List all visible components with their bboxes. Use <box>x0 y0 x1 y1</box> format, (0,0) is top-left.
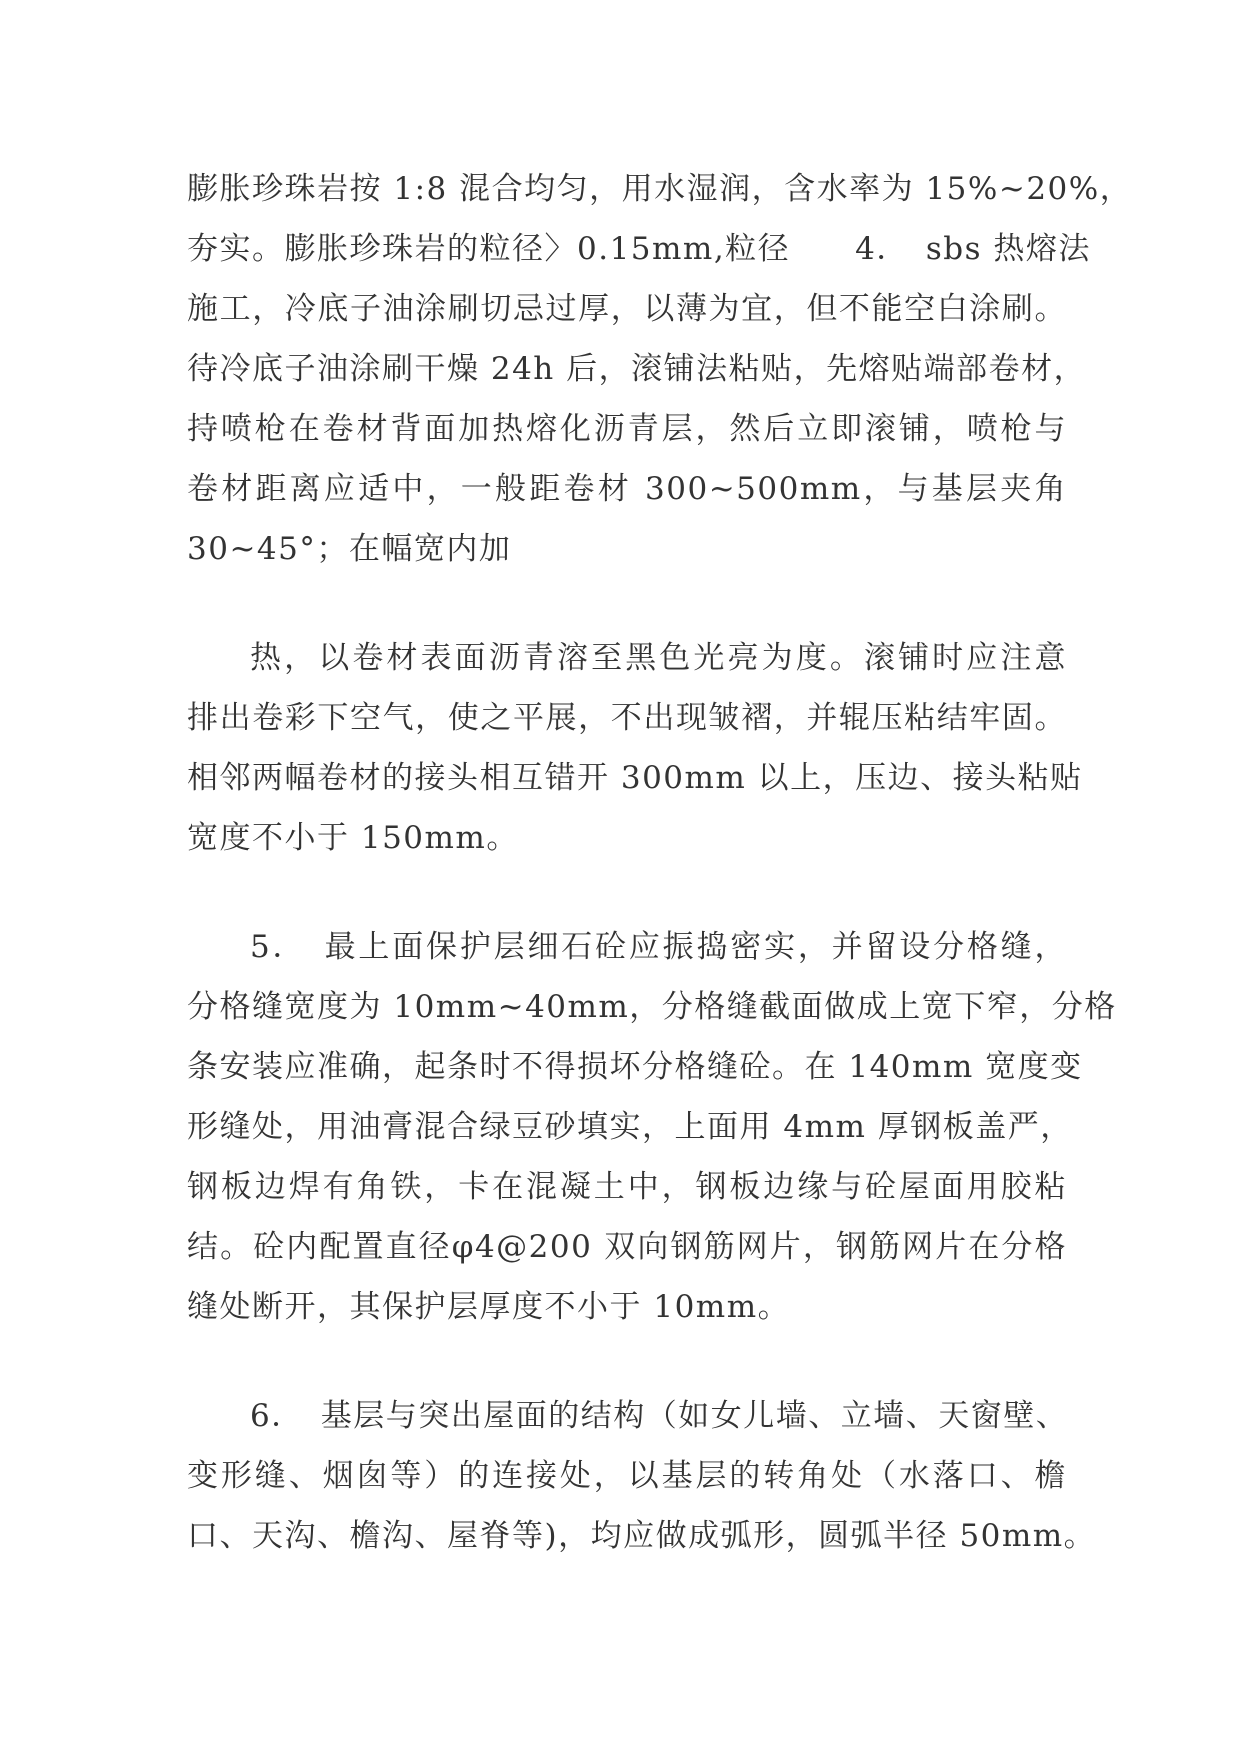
paragraph-2-line-3: 相邻两幅卷材的接头相互错开 300mm 以上，压边、接头粘贴 <box>187 760 1083 796</box>
paragraph-1-line-6: 卷材距离应适中，一般距卷材 300~500mm，与基层夹角 <box>187 471 1067 507</box>
paragraph-1-line-2: 夯实。膨胀珍珠岩的粒径〉0.15mm,粒径 4． sbs 热熔法 <box>187 231 1091 267</box>
paragraph-4-line-1: 6． 基层与突出屋面的结构（如女儿墙、立墙、天窗壁、 <box>250 1398 1069 1434</box>
paragraph-3-line-7: 缝处断开，其保护层厚度不小于 10mm。 <box>187 1289 791 1325</box>
paragraph-3-line-6: 结。砼内配置直径φ4@200 双向钢筋网片，钢筋网片在分格 <box>187 1229 1067 1265</box>
paragraph-3-line-1: 5． 最上面保护层细石砼应振捣密实，并留设分格缝， <box>250 929 1067 965</box>
paragraph-1-line-5: 持喷枪在卷材背面加热熔化沥青层，然后立即滚铺，喷枪与 <box>187 411 1067 447</box>
paragraph-2-line-2: 排出卷彩下空气，使之平展，不出现皱褶，并辊压粘结牢固。 <box>187 700 1067 736</box>
paragraph-3-line-3: 条安装应准确，起条时不得损坏分格缝砼。在 140mm 宽度变 <box>187 1049 1083 1085</box>
paragraph-2-line-4: 宽度不小于 150mm。 <box>187 820 519 856</box>
paragraph-1-line-3: 施工，冷底子油涂刷切忌过厚，以薄为宜，但不能空白涂刷。 <box>187 291 1067 327</box>
paragraph-3-line-4: 形缝处，用油膏混合绿豆砂填实，上面用 4mm 厚钢板盖严， <box>187 1109 1073 1145</box>
paragraph-3-line-2: 分格缝宽度为 10mm~40mm，分格缝截面做成上宽下窄，分格 <box>187 989 1117 1025</box>
paragraph-4-line-3: 口、天沟、檐沟、屋脊等)，均应做成弧形，圆弧半径 50mm。 <box>187 1518 1097 1554</box>
paragraph-1-line-1: 膨胀珍珠岩按 1:8 混合均匀，用水湿润，含水率为 15%~20%， <box>187 171 1133 207</box>
paragraph-1-line-4: 待冷底子油涂刷干燥 24h 后，滚铺法粘贴，先熔贴端部卷材， <box>187 351 1087 387</box>
paragraph-4-line-2: 变形缝、烟囱等）的连接处，以基层的转角处（水落口、檐 <box>187 1458 1067 1494</box>
paragraph-3-line-5: 钢板边焊有角铁，卡在混凝土中，钢板边缘与砼屋面用胶粘 <box>187 1169 1067 1205</box>
paragraph-1-line-7: 30~45°；在幅宽内加 <box>187 531 512 567</box>
paragraph-2-line-1: 热，以卷材表面沥青溶至黑色光亮为度。滚铺时应注意 <box>250 640 1067 676</box>
